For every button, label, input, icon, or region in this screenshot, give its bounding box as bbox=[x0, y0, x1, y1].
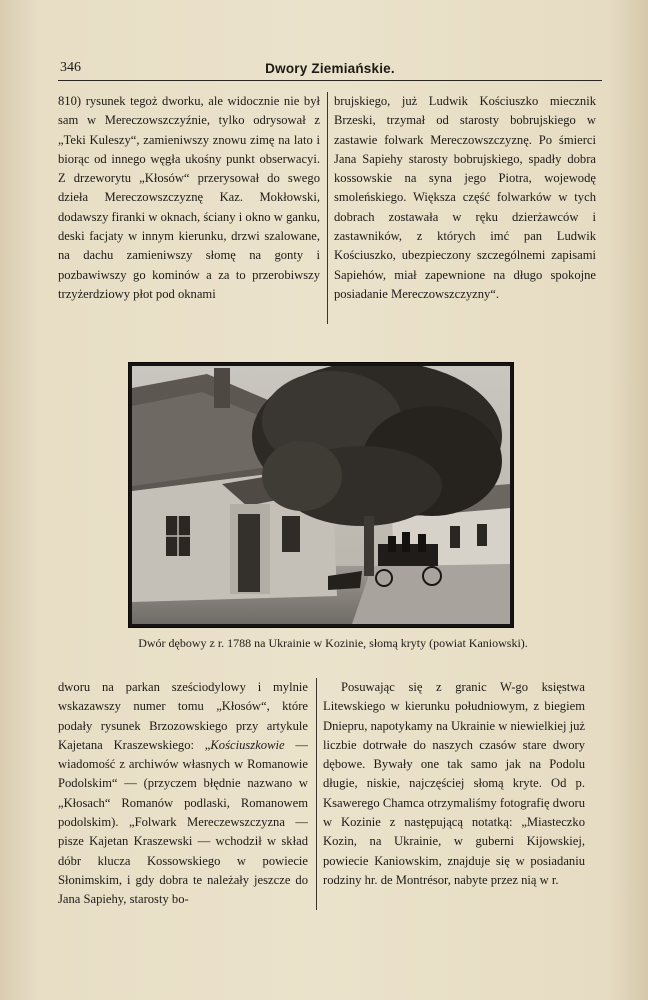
page-number: 346 bbox=[60, 60, 81, 75]
paragraph: brujskiego, już Ludwik Kościuszko miecznik Brzeski, trzymał od starosty bobrujskiego w zastawie folwark Mereczowszczyznę. Po śmierci Jana Sapiehy starosty bobrujskiego, spadły dobra kossowskie na syna jego Piotra, wojewodę smoleńskiego. Większa część folwarków w tych dobrach zostawała w ręku dzierżawców i zastawników, z których imć pan Ludwik Kościuszko, ubezpieczony szczególnemi zapisami Sapiehów, miał zapewnione na długo spokojne posiadanie Mereczowszczyzny“. bbox=[334, 94, 596, 301]
column-rule-top bbox=[327, 92, 328, 324]
paragraph: Posuwając się z granic W-go księstwa Litewskiego w kierunku południowym, z biegiem Dniepru, napotykamy na Ukrainie w niewielkiej już liczbie dotrwałe do naszych czasów stare dwory dębowe. Bywały one tak samo jak na Podolu długie, niskie, najczęściej słomą kryte. Od p. Ksawerego Chamca otrzymaliśmy fotografię dworu w Kozinie z następującą notatką: „Miasteczko Kozin, na Ukrainie, w guberni Kijowskiej, powiecie Kaniowskim, znajduje się w posiadaniu rodziny hr. de Montrésor, nabyte przez nią w r. bbox=[323, 680, 585, 887]
paragraph: 810) rysunek tegoż dworku, ale widocznie nie był sam w Mereczowszczyźnie, tylko odrysował z „Teki Kuleszy“, zamieniwszy znowu zimę na lato i biorąc od innego węgła ukośny punkt obserwacyi. Z drzeworytu „Kłosów“ przerysował do swego dzieła Mereczowszczyznę Kaz. Mokłowski, dodawszy firanki w oknach, ściany i okno w ganku, deski facjaty w innym kierunku, drzwi szalowane, na dachu zamieniwszy słomę na gonty i pozbawiwszy go kominów a za to przerobiwszy trzyżerdziowy płot pod oknami bbox=[58, 94, 320, 301]
text-column-top-left bbox=[58, 92, 320, 304]
italic-title: Kościuszkowie bbox=[210, 737, 285, 752]
column-rule-bottom bbox=[316, 678, 317, 910]
text-run: dworu na parkan sześciodylowy i mylnie wskazawszy numer tomu „Kłosów“, które podały rysunek Brzozowskiego przy artykule Kajetana Kraszewskiego: „ bbox=[58, 680, 308, 752]
photo-manor-kozin bbox=[132, 366, 510, 624]
paragraph bbox=[58, 678, 308, 910]
figure-photo bbox=[128, 362, 514, 628]
figure-caption: Dwór dębowy z r. 1788 na Ukrainie w Kozinie, słomą kryty (powiat Kaniowski). bbox=[138, 636, 528, 650]
running-title: Dwory Ziemiańskie. bbox=[265, 61, 395, 76]
text-column-bottom-left bbox=[58, 678, 308, 910]
text-run: — wiadomość z archiwów własnych w Romanowie Podolskim“ — (przyczem błędnie nazwano w „Kłosach“ Romanów podlaski, Romanowem podolskim). „Folwark Mereczewszczyzna — pisze Kajetan Kraszewski — wchodził w skład dóbr klucza Kossowskiego w powiecie Słonimskim, i gdy dobra te należały jeszcze do Jana Sapiehy, starosty bo- bbox=[58, 737, 308, 907]
page-header bbox=[58, 58, 602, 80]
header-rule bbox=[58, 80, 602, 81]
text-column-top-right bbox=[334, 92, 596, 304]
text-column-bottom-right bbox=[323, 678, 585, 890]
